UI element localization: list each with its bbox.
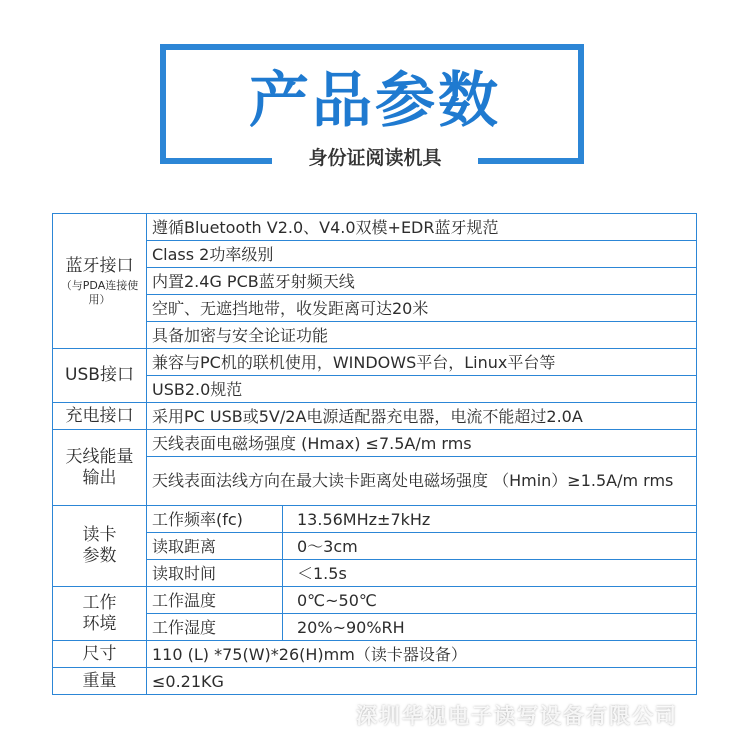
environment-label: 工作环境 <box>53 587 147 641</box>
usb-label: USB接口 <box>53 349 147 403</box>
table-row <box>53 533 697 560</box>
size-label: 尺寸 <box>53 641 147 668</box>
table-row <box>53 641 697 668</box>
table-row <box>53 214 697 241</box>
card-param-name: 读取距离 <box>147 533 283 560</box>
table-row <box>53 349 697 376</box>
page-title: 产品参数 <box>249 66 501 136</box>
card-param-value: ＜1.5s <box>283 560 697 587</box>
antenna-spec: 天线表面电磁场强度 (Hmax) ≤7.5A/m rms <box>147 430 697 457</box>
card-label: 读卡参数 <box>53 506 147 587</box>
bluetooth-spec: 空旷、无遮挡地带，收发距离可达20米 <box>147 295 697 322</box>
card-param-value: 13.56MHz±7kHz <box>283 506 697 533</box>
table-row <box>53 403 697 430</box>
environment-param-name: 工作湿度 <box>147 614 283 641</box>
table-row <box>53 295 697 322</box>
card-param-name: 读取时间 <box>147 560 283 587</box>
table-row <box>53 457 697 506</box>
table-row <box>53 614 697 641</box>
bluetooth-spec: 遵循Bluetooth V2.0、V4.0双模+EDR蓝牙规范 <box>147 214 697 241</box>
charge-spec: 采用PC USB或5V/2A电源适配器充电器，电流不能超过2.0A <box>147 403 697 430</box>
table-row <box>53 430 697 457</box>
table-row <box>53 241 697 268</box>
bluetooth-spec: 具备加密与安全论证功能 <box>147 322 697 349</box>
company-watermark: 深圳华视电子读写设备有限公司 <box>356 704 678 728</box>
bluetooth-note: （与PDA连接使用） <box>60 278 139 306</box>
card-param-name: 工作频率(fc) <box>147 506 283 533</box>
bluetooth-label-cell <box>53 214 147 349</box>
size-spec: 110 (L) *75(W)*26(H)mm（读卡器设备） <box>147 641 697 668</box>
table-row <box>53 322 697 349</box>
antenna-label: 天线能量输出 <box>53 430 147 506</box>
usb-spec: 兼容与PC机的联机使用，WINDOWS平台，Linux平台等 <box>147 349 697 376</box>
spec-table <box>52 213 697 695</box>
usb-spec: USB2.0规范 <box>147 376 697 403</box>
table-row <box>53 668 697 695</box>
bluetooth-spec: Class 2功率级别 <box>147 241 697 268</box>
page-subtitle: 身份证阅读机具 <box>272 142 478 174</box>
table-row <box>53 587 697 614</box>
antenna-spec: 天线表面法线方向在最大读卡距离处电磁场强度 （Hmin）≥1.5A/m rms <box>147 457 697 506</box>
charge-label: 充电接口 <box>53 403 147 430</box>
weight-label: 重量 <box>53 668 147 695</box>
bluetooth-spec: 内置2.4G PCB蓝牙射频天线 <box>147 268 697 295</box>
table-row <box>53 376 697 403</box>
card-param-value: 0～3cm <box>283 533 697 560</box>
weight-spec: ≤0.21KG <box>147 668 697 695</box>
bluetooth-label: 蓝牙接口 <box>65 255 134 276</box>
table-row <box>53 560 697 587</box>
table-row <box>53 506 697 533</box>
environment-param-name: 工作温度 <box>147 587 283 614</box>
table-row <box>53 268 697 295</box>
environment-param-value: 20%~90%RH <box>283 614 697 641</box>
environment-param-value: 0℃~50℃ <box>283 587 697 614</box>
